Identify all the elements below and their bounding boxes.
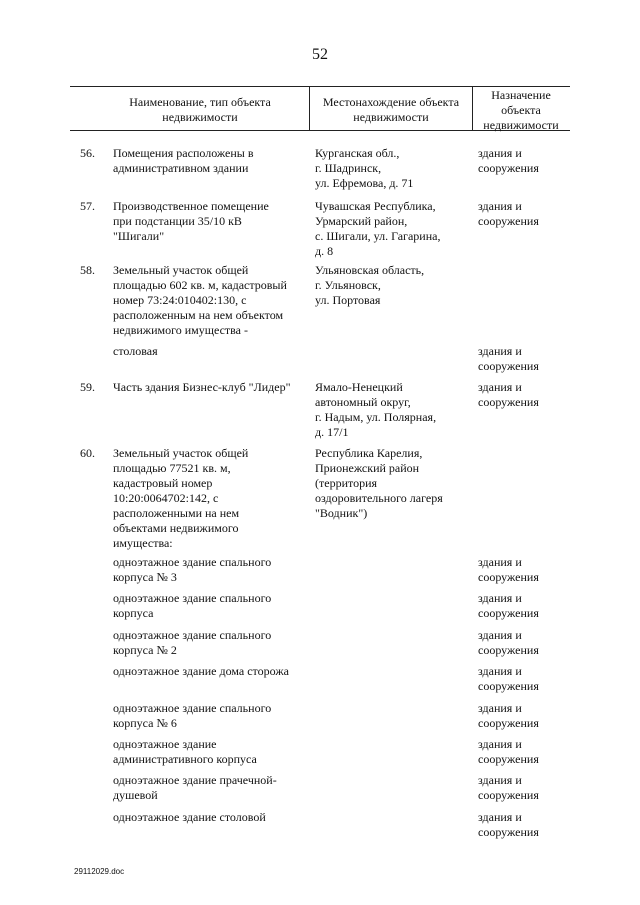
row-name: одноэтажное здание прачечной- душевой — [113, 773, 277, 802]
header-location: Местонахождение объекта недвижимости — [322, 95, 460, 124]
row-number: 56. — [80, 146, 95, 160]
header-purpose: Назначение объекта недвижимости — [483, 88, 559, 132]
row-name: Часть здания Бизнес-клуб "Лидер" — [113, 380, 291, 394]
row-name: Земельный участок общей площадью 77521 кв. м, кадастровый номер 10:20:0064702:142, с расположенными на нем объектами недвижимого имущества: — [113, 446, 249, 550]
row-purpose: здания и сооружения — [478, 555, 539, 584]
row-location: Ульяновская область, г. Ульяновск, ул. Портовая — [315, 263, 425, 307]
row-purpose: здания и сооружения — [478, 810, 539, 839]
row-purpose: здания и сооружения — [478, 773, 539, 802]
row-location: Ямало-Ненецкий автономный округ, г. Надым, ул. Полярная, д. 17/1 — [315, 380, 437, 439]
row-number: 59. — [80, 380, 95, 394]
row-name: одноэтажное здание административного корпуса — [113, 737, 257, 766]
row-location: Курганская обл., г. Шадринск, ул. Ефремова, д. 71 — [315, 146, 414, 190]
row-purpose: здания и сооружения — [478, 664, 539, 693]
row-name: одноэтажное здание спального корпуса № 2 — [113, 628, 272, 657]
row-name: одноэтажное здание дома сторожа — [113, 664, 289, 678]
row-name: Земельный участок общей площадью 602 кв. м, кадастровый номер 73:24:010402:130, с расположенным на нем объектом недвижимого имущества - — [113, 263, 287, 337]
row-purpose: здания и сооружения — [478, 344, 539, 373]
row-name: Помещения расположены в административном здании — [113, 146, 254, 175]
footer-filename: 29112029.doc — [74, 867, 125, 876]
row-location: Чувашская Республика, Урмарский район, с. Шигали, ул. Гагарина, д. 8 — [315, 199, 441, 258]
row-purpose: здания и сооружения — [478, 380, 539, 409]
row-purpose: здания и сооружения — [478, 591, 539, 620]
row-name: одноэтажное здание столовой — [113, 810, 266, 824]
row-name: одноэтажное здание спального корпуса — [113, 591, 272, 620]
header-name: Наименование, тип объекта недвижимости — [129, 95, 271, 124]
row-name: одноэтажное здание спального корпуса № 3 — [113, 555, 272, 584]
row-number: 57. — [80, 199, 95, 213]
row-purpose: здания и сооружения — [478, 628, 539, 657]
row-name: одноэтажное здание спального корпуса № 6 — [113, 701, 272, 730]
row-name: Производственное помещение при подстанции 35/10 кВ "Шигали" — [113, 199, 269, 243]
row-number: 58. — [80, 263, 95, 277]
row-location: Республика Карелия, Прионежский район (территория оздоровительного лагеря "Водник") — [315, 446, 443, 520]
row-purpose: здания и сооружения — [478, 737, 539, 766]
table-top-rule — [70, 86, 570, 87]
row-purpose: здания и сооружения — [478, 701, 539, 730]
row-name: столовая — [113, 344, 158, 358]
row-purpose: здания и сооружения — [478, 146, 539, 175]
row-number: 60. — [80, 446, 95, 460]
page-number: 52 — [312, 46, 328, 63]
header-divider-2 — [472, 86, 473, 130]
header-divider-1 — [309, 86, 310, 130]
row-purpose: здания и сооружения — [478, 199, 539, 228]
